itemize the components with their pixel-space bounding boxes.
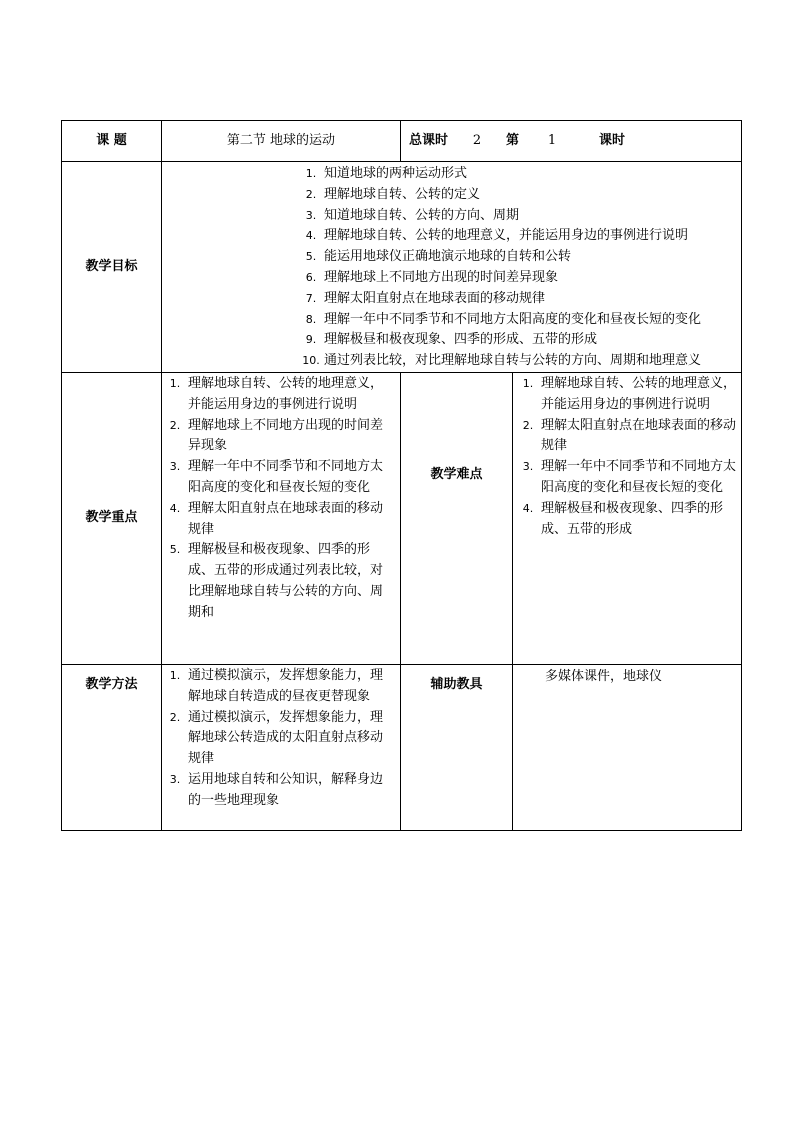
header-row [62,121,742,162]
list-item: 5. 能运用地球仪正确地演示地球的自转和公转 [305,249,572,265]
list-item: 3. 理解一年中不同季节和不同地方太阳高度的变化和昼夜长短的变化 [522,459,737,495]
difficulties-label: 教学难点 [401,372,513,664]
lesson-plan-table [61,120,742,831]
keypoints-row [62,372,742,664]
methods-cell [162,664,401,830]
total-periods-label: 总课时 [409,132,449,148]
list-item: 3. 运用地球自转和公知识，解释身边的一些地理现象 [169,771,384,808]
list-item: 3. 知道地球自转、公转的方向、周期 [305,207,520,223]
list-item: 7. 理解太阳直射点在地球表面的移动规律 [305,290,546,306]
goals-list [302,164,741,372]
nth-value: 1 [547,132,557,148]
tools-label: 辅助教具 [401,664,513,830]
keypoints-list [166,374,394,624]
list-item: 1. 理解地球自转、公转的地理意义，并能运用身边的事例进行说明 [522,375,737,412]
list-item: 4. 理解地球自转、公转的地理意义，并能运用身边的事例进行说明 [305,228,689,244]
list-item: 4. 理解太阳直射点在地球表面的移动规律 [169,500,384,537]
goals-row [62,162,742,373]
total-periods-value: 2 [472,132,482,148]
list-item: 1. 理解地球自转、公转的地理意义，并能运用身边的事例进行说明 [169,375,384,412]
goals-cell [162,162,742,373]
period-label: 课时 [599,132,626,148]
list-item: 2. 理解地球上不同地方出现的时间差异现象 [169,417,384,454]
nth-label: 第 [506,132,520,148]
tools-value: 多媒体课件，地球仪 [513,664,742,830]
methods-row [62,664,742,830]
methods-list [166,666,394,812]
list-item: 3. 理解一年中不同季节和不同地方太阳高度的变化和昼夜长短的变化 [169,459,384,495]
list-item: 5. 理解极昼和极夜现象、四季的形成、五带的形成通过列表比较，对比理解地球自转与公转的方向、周期和 [169,542,384,620]
goals-label: 教学目标 [62,162,162,373]
list-item: 4. 理解极昼和极夜现象、四季的形成、五带的形成 [522,500,724,537]
difficulties-cell [513,372,742,664]
topic-label: 课 题 [62,121,162,162]
list-item: 2. 理解太阳直射点在地球表面的移动规律 [522,417,737,454]
list-item: 2. 理解地球自转、公转的定义 [305,186,481,202]
list-item: 6. 理解地球上不同地方出现的时间差异现象 [305,269,559,285]
keypoints-cell [162,372,401,664]
keypoints-label: 教学重点 [62,372,162,664]
list-item: 2. 通过模拟演示，发挥想象能力，理解地球公转造成的太阳直射点移动规律 [169,709,384,767]
list-item: 1. 知道地球的两种运动形式 [305,166,468,181]
list-item: 9. 理解极昼和极夜现象、四季的形成、五带的形成 [305,332,598,348]
list-item: 8. 理解一年中不同季节和不同地方太阳高度的变化和昼夜长短的变化 [305,311,702,327]
methods-label: 教学方法 [62,664,162,830]
list-item: 1. 通过模拟演示，发挥想象能力，理解地球自转造成的昼夜更替现象 [169,667,384,704]
period-info [401,121,742,162]
topic-value: 第二节 地球的运动 [162,121,401,162]
difficulties-list [519,374,737,540]
list-item: 10. 通过列表比较，对比理解地球自转与公转的方向、周期和地理意义 [302,353,702,369]
